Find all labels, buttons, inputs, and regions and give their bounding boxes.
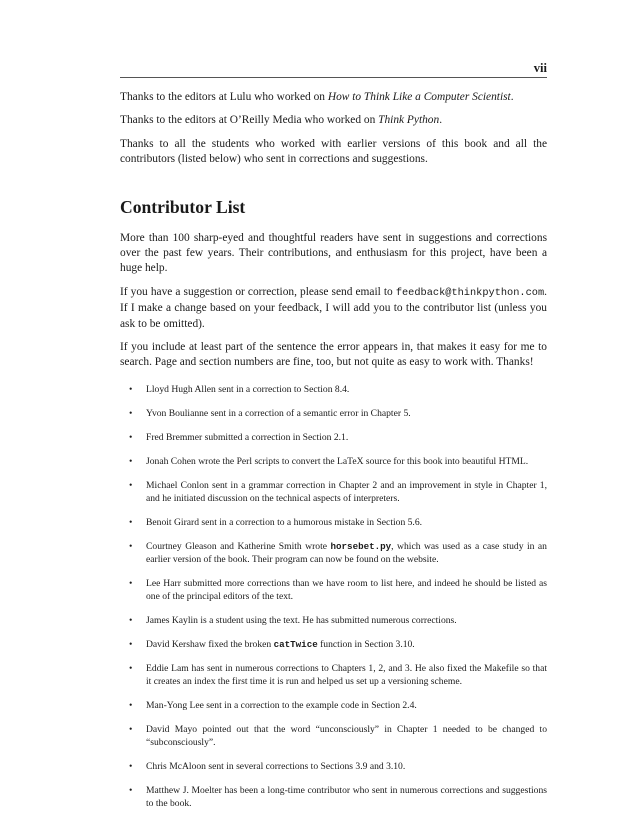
suggestion-paragraph (120, 285, 547, 332)
code-identifier: catTwice (273, 638, 318, 650)
contributor-text: Fred Bremmer submitted a correction in Section 2.1. (146, 431, 349, 443)
bullet-icon: • (129, 760, 133, 772)
contributor-text: Matthew J. Moelter has been a long-time contributor who sent in numerous corrections and suggestions to the book. (146, 784, 547, 809)
contributor-item (120, 699, 547, 712)
partial-sentence-paragraph: If you include at least part of the sentence the error appears in, that makes it easy for me to search. Page and section numbers are fine, too, but not quite as easy to work with. Thanks! (120, 341, 547, 369)
section-title: Contributor List (120, 196, 246, 217)
code-identifier: horsebet.py (330, 540, 392, 552)
contributor-item (120, 407, 547, 420)
thanks-lulu-text: Thanks to the editors at Lulu who worked on (120, 91, 328, 103)
contributor-list (120, 383, 547, 810)
contributor-text: Lloyd Hugh Allen sent in a correction to Section 8.4. (146, 383, 350, 395)
header-rule (120, 77, 547, 78)
contributor-text: Chris McAloon sent in several corrections to Sections 3.9 and 3.10. (146, 760, 406, 772)
contributor-text: James Kaylin is a student using the text. He has submitted numerous corrections. (146, 614, 457, 626)
contributor-text: Courtney Gleason and Katherine Smith wrote (146, 540, 331, 552)
thanks-students: Thanks to all the students who worked with earlier versions of this book and all the contributors (listed below) who sent in corrections and suggestions. (120, 137, 547, 166)
bullet-icon: • (129, 699, 133, 711)
book-title-how-to-think: How to Think Like a Computer Scientist (327, 91, 511, 103)
contributor-item (120, 479, 547, 505)
bullet-icon: • (129, 662, 133, 674)
contributor-item (120, 638, 547, 651)
contributor-item (120, 723, 547, 749)
book-title-think-python: Think Python (378, 114, 440, 127)
contributor-text-end: , which was used as a case study in an earlier version of the book. Their program can now be found on the website. (146, 540, 547, 565)
contributor-item (120, 455, 547, 468)
contributor-text: David Mayo pointed out that the word “unconsciously” in Chapter 1 needed to be changed to “subconsciously”. (146, 723, 547, 748)
contributor-item (120, 614, 547, 627)
bullet-icon: • (129, 407, 133, 419)
contributor-text: Lee Harr submitted more corrections than we have room to list here, and indeed he should be listed as one of the principal editors of the text. (146, 577, 547, 602)
bullet-icon: • (129, 723, 133, 735)
contributor-text: Benoit Girard sent in a correction to a humorous mistake in Section 5.6. (146, 516, 423, 528)
suggestion-text: If you have a suggestion or correction, please send email to (120, 285, 396, 298)
feedback-email: feedback@thinkpython.com (395, 286, 545, 299)
page-number: vii (533, 61, 547, 75)
contributor-text: Man-Yong Lee sent in a correction to the example code in Section 2.4. (146, 699, 417, 711)
thanks-oreilly-text: Thanks to the editors at O’Reilly Media who worked on (120, 114, 379, 127)
bullet-icon: • (129, 516, 133, 528)
bullet-icon: • (129, 455, 133, 467)
contributor-item (120, 383, 547, 396)
bullet-icon: • (129, 479, 133, 491)
bullet-icon: • (129, 383, 133, 395)
bullet-icon: • (129, 540, 133, 552)
contributor-item (120, 431, 547, 444)
thanks-lulu-end: . (510, 91, 514, 103)
contributor-item (120, 577, 547, 603)
bullet-icon: • (129, 638, 133, 650)
contributor-item (120, 784, 547, 810)
bullet-icon: • (129, 431, 133, 443)
contributor-text: Eddie Lam has sent in numerous corrections to Chapters 1, 2, and 3. He also fixed the Makefile so that it creates an index the first time it is run and helped us set up a versioning scheme. (146, 662, 547, 687)
section-intro: More than 100 sharp-eyed and thoughtful readers have sent in suggestions and corrections over the past few years. Their contributions, and enthusiasm for this project, have been a huge help. (120, 231, 547, 275)
contributor-item (120, 662, 547, 688)
suggestion-text-end: . If I make a change based on your feedback, I will add you to the contributor list (unless you ask to be omitted). (120, 285, 547, 330)
thanks-oreilly-end: . (439, 114, 443, 127)
bullet-icon: • (129, 577, 133, 589)
contributor-text: David Kershaw fixed the broken (146, 638, 274, 650)
contributor-item (120, 516, 547, 529)
contributor-item (120, 540, 547, 566)
page-content (120, 90, 547, 821)
thanks-lulu (120, 90, 547, 105)
contributor-text-end: function in Section 3.10. (317, 638, 415, 650)
contributor-text: Jonah Cohen wrote the Perl scripts to convert the LaTeX source for this book into beautiful HTML. (146, 455, 529, 467)
bullet-icon: • (129, 784, 133, 796)
bullet-icon: • (129, 614, 133, 626)
contributor-item (120, 760, 547, 773)
contributor-text: Michael Conlon sent in a grammar correction in Chapter 2 and an improvement in style in Chapter 1, and he initiated discussion on the technical aspects of interpreters. (146, 479, 547, 504)
thanks-oreilly (120, 113, 547, 128)
contributor-text: Yvon Boulianne sent in a correction of a semantic error in Chapter 5. (146, 407, 411, 419)
